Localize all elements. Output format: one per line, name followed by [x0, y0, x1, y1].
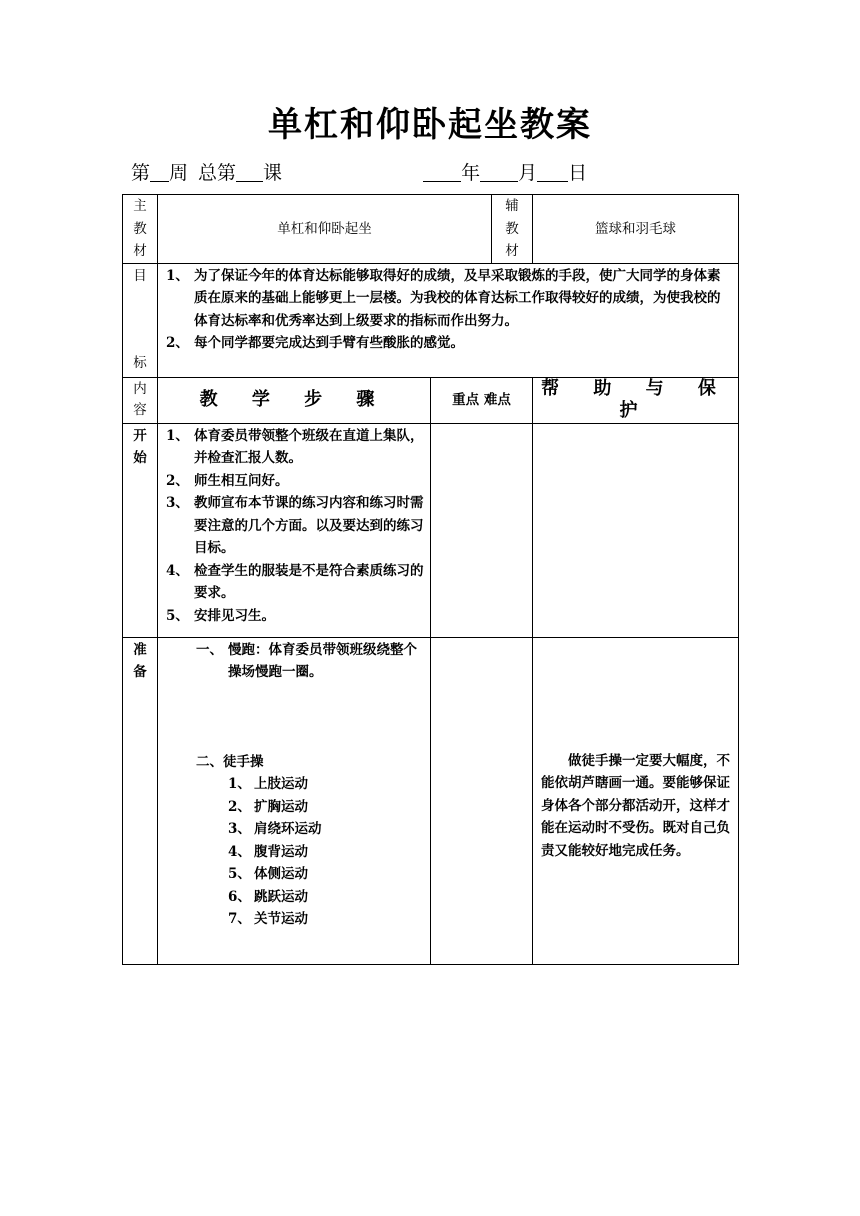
prep-key-points	[431, 637, 533, 964]
aux-material-value: 篮球和羽毛球	[533, 195, 739, 264]
start-steps	[158, 423, 431, 637]
jog-step: 一、 慢跑：体育委员带领班级绕整个操场慢跑一圈。	[196, 641, 417, 680]
header-row	[123, 377, 739, 423]
prep-label: 准 备	[123, 637, 158, 964]
document-title: 单杠和仰卧起坐教案	[268, 105, 592, 145]
day-label: 日	[568, 162, 588, 184]
month-blank	[480, 160, 518, 182]
exercise-item: 2、 扩胸运动	[228, 798, 308, 815]
month-label: 月	[518, 162, 538, 184]
start-row	[123, 423, 739, 637]
start-step-item: 4、 检查学生的服装是不是符合素质练习的要求。	[166, 562, 424, 601]
date-line	[131, 160, 731, 186]
start-step-item: 3、 教师宣布本节课的练习内容和练习时需要注意的几个方面。以及要达到的练习目标。	[166, 495, 424, 556]
goal-row	[123, 263, 739, 377]
key-points-header: 重点 难点	[431, 377, 533, 423]
help-header: 帮 助 与 保 护	[533, 377, 739, 423]
exercise-item: 1、 上肢运动	[228, 776, 308, 792]
start-step-item: 1、 体育委员带领整个班级在直道上集队，并检查汇报人数。	[166, 427, 424, 466]
total-prefix: 总第	[198, 162, 237, 184]
day-blank	[537, 160, 568, 182]
exercise-item: 4、 腹背运动	[228, 843, 308, 860]
year-blank	[423, 160, 461, 182]
start-label: 开 始	[123, 423, 158, 637]
main-material-label: 主 教 材	[123, 195, 158, 264]
exercise-item: 5、 体侧运动	[228, 866, 308, 882]
exercise-title: 二、徒手操	[196, 753, 264, 770]
content-label: 内 容	[123, 377, 158, 423]
week-prefix: 第	[131, 162, 151, 184]
start-key-points	[431, 423, 533, 637]
prep-steps	[158, 637, 431, 964]
start-step-item: 5、 安排见习生。	[166, 607, 275, 624]
start-step-item: 2、 师生相互问好。	[166, 472, 289, 489]
exercise-list	[158, 773, 430, 931]
year-label: 年	[461, 162, 481, 184]
exercise-item: 6、 跳跃运动	[228, 888, 308, 905]
exercise-item: 3、 肩绕环运动	[228, 821, 322, 837]
prep-row	[123, 637, 739, 964]
material-row	[123, 195, 739, 264]
week-blank	[150, 160, 169, 182]
aux-material-label: 辅 教 材	[492, 195, 533, 264]
goal-label: 目 标	[123, 263, 158, 377]
week-label: 周	[169, 162, 189, 184]
exercise-item: 7、 关节运动	[228, 911, 308, 927]
steps-header: 教 学 步 骤	[158, 377, 431, 423]
prep-help	[533, 637, 739, 964]
lesson-blank	[236, 160, 263, 182]
goal-item: 1、 为了保证今年的体育达标能够取得好的成绩，及早采取锻炼的手段，使广大同学的身体素质在原来的基础上能够更上一层楼。为我校的体育达标工作取得较好的成绩，为使我校的体育达标率和优秀率达到上级要求的指标而作出努力。	[166, 267, 721, 329]
goal-item: 2、 每个同学都要完成达到手臂有些酸胀的感觉。	[166, 335, 464, 351]
lesson-plan-table	[122, 194, 739, 965]
prep-help-text: 做徒手操一定要大幅度，不能依胡芦瞎画一通。要能够保证身体各个部分都活动开，这样才能在运动时不受伤。既对自己负责又能较好地完成任务。	[541, 752, 730, 859]
main-material-value: 单杠和仰卧起坐	[158, 195, 492, 264]
start-help	[533, 423, 739, 637]
goal-content	[158, 263, 739, 377]
lesson-label: 课	[263, 162, 283, 184]
